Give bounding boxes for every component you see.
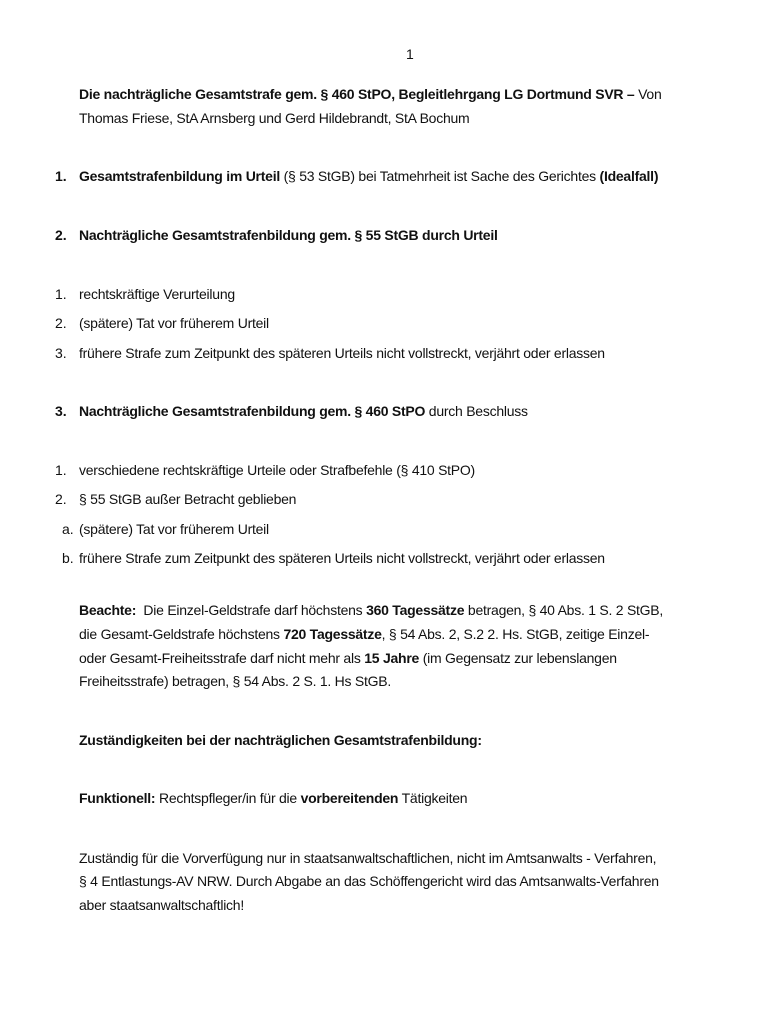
text-line	[79, 789, 467, 807]
text-line	[79, 520, 269, 538]
bold-text: 720 Tagessätze	[283, 626, 382, 642]
page-number: 1	[406, 46, 414, 62]
text: frühere Strafe zum Zeitpunkt des späteren Urteils nicht vollstreckt, verjährt oder erlassen	[79, 345, 605, 361]
text: Von	[638, 86, 662, 102]
bold-text: 360 Tagessätze	[366, 602, 465, 618]
text-line	[79, 849, 656, 867]
bold-text: Funktionell:	[79, 790, 156, 806]
text: frühere Strafe zum Zeitpunkt des späteren Urteils nicht vollstreckt, verjährt oder erlassen	[79, 550, 605, 566]
list-marker: 1.	[55, 286, 67, 302]
bold-text: Nachträgliche Gesamtstrafenbildung gem. § 55 StGB durch Urteil	[79, 227, 498, 243]
text-line	[79, 314, 269, 332]
bold-text: Die nachträgliche Gesamtstrafe gem. § 460 StPO, Begleitlehrgang LG Dortmund SVR –	[79, 86, 639, 102]
list-marker: 1.	[55, 168, 67, 184]
text-line	[79, 167, 658, 185]
list-marker: 2.	[55, 227, 67, 243]
text: oder Gesamt-Freiheitsstrafe darf nicht mehr als	[79, 650, 365, 666]
text: durch Beschluss	[425, 403, 528, 419]
text-line	[79, 872, 659, 890]
list-marker: 1.	[55, 462, 67, 478]
text-line	[79, 490, 296, 508]
list-marker: 3.	[55, 403, 67, 419]
text-line	[79, 285, 235, 303]
text-line	[79, 672, 391, 690]
text: die Gesamt-Geldstrafe höchstens	[79, 626, 284, 642]
text-line	[79, 549, 605, 567]
text: , § 54 Abs. 2, S.2 2. Hs. StGB, zeitige Einzel-	[381, 626, 650, 642]
text: (im Gegensatz zur lebenslangen	[419, 650, 617, 666]
text-line	[79, 649, 617, 667]
bold-text: Gesamtstrafenbildung im Urteil	[79, 168, 280, 184]
text: (§ 53 StGB) bei Tatmehrheit ist Sache des Gerichtes	[279, 168, 600, 184]
bold-text: vorbereitenden	[300, 790, 399, 806]
text: aber staatsanwaltschaftlich!	[79, 897, 244, 913]
text-line	[79, 344, 605, 362]
text-line	[79, 731, 482, 749]
text: betragen, § 40 Abs. 1 S. 2 StGB,	[464, 602, 664, 618]
list-marker: b.	[62, 550, 74, 566]
bold-text: (Idealfall)	[599, 168, 659, 184]
text: § 4 Entlastungs-AV NRW. Durch Abgabe an das Schöffengericht wird das Amtsanwalts-Verfahren	[79, 873, 659, 889]
text-line	[79, 896, 244, 914]
bold-text: Nachträgliche Gesamtstrafenbildung gem. § 460 StPO	[79, 403, 426, 419]
text: rechtskräftige Verurteilung	[79, 286, 235, 302]
text-line	[79, 109, 469, 127]
text-line	[79, 461, 475, 479]
text-line	[79, 226, 498, 244]
text: § 55 StGB außer Betracht geblieben	[79, 491, 297, 507]
text: verschiedene rechtskräftige Urteile oder Strafbefehle (§ 410 StPO)	[79, 462, 475, 478]
text: Tätigkeiten	[398, 790, 468, 806]
text: (spätere) Tat vor früherem Urteil	[79, 521, 269, 537]
text: (spätere) Tat vor früherem Urteil	[79, 315, 269, 331]
text: Rechtspfleger/in für die	[155, 790, 301, 806]
text-line	[79, 402, 528, 420]
text-line	[79, 601, 663, 619]
text-line	[79, 625, 649, 643]
bold-text: Beachte:	[79, 602, 137, 618]
list-marker: 2.	[55, 315, 67, 331]
text: Thomas Friese, StA Arnsberg und Gerd Hildebrandt, StA Bochum	[79, 110, 470, 126]
list-marker: a.	[62, 521, 74, 537]
list-marker: 2.	[55, 491, 67, 507]
text: Freiheitsstrafe) betragen, § 54 Abs. 2 S. 1. Hs StGB.	[79, 673, 392, 689]
text: Zuständig für die Vorverfügung nur in staatsanwaltschaftlichen, nicht im Amtsanwalts - Verfahren,	[79, 850, 657, 866]
bold-text: 15 Jahre	[364, 650, 420, 666]
text: Die Einzel-Geldstrafe darf höchstens	[136, 602, 367, 618]
bold-text: Zuständigkeiten bei der nachträglichen Gesamtstrafenbildung:	[79, 732, 482, 748]
text-line	[79, 85, 662, 103]
list-marker: 3.	[55, 345, 67, 361]
